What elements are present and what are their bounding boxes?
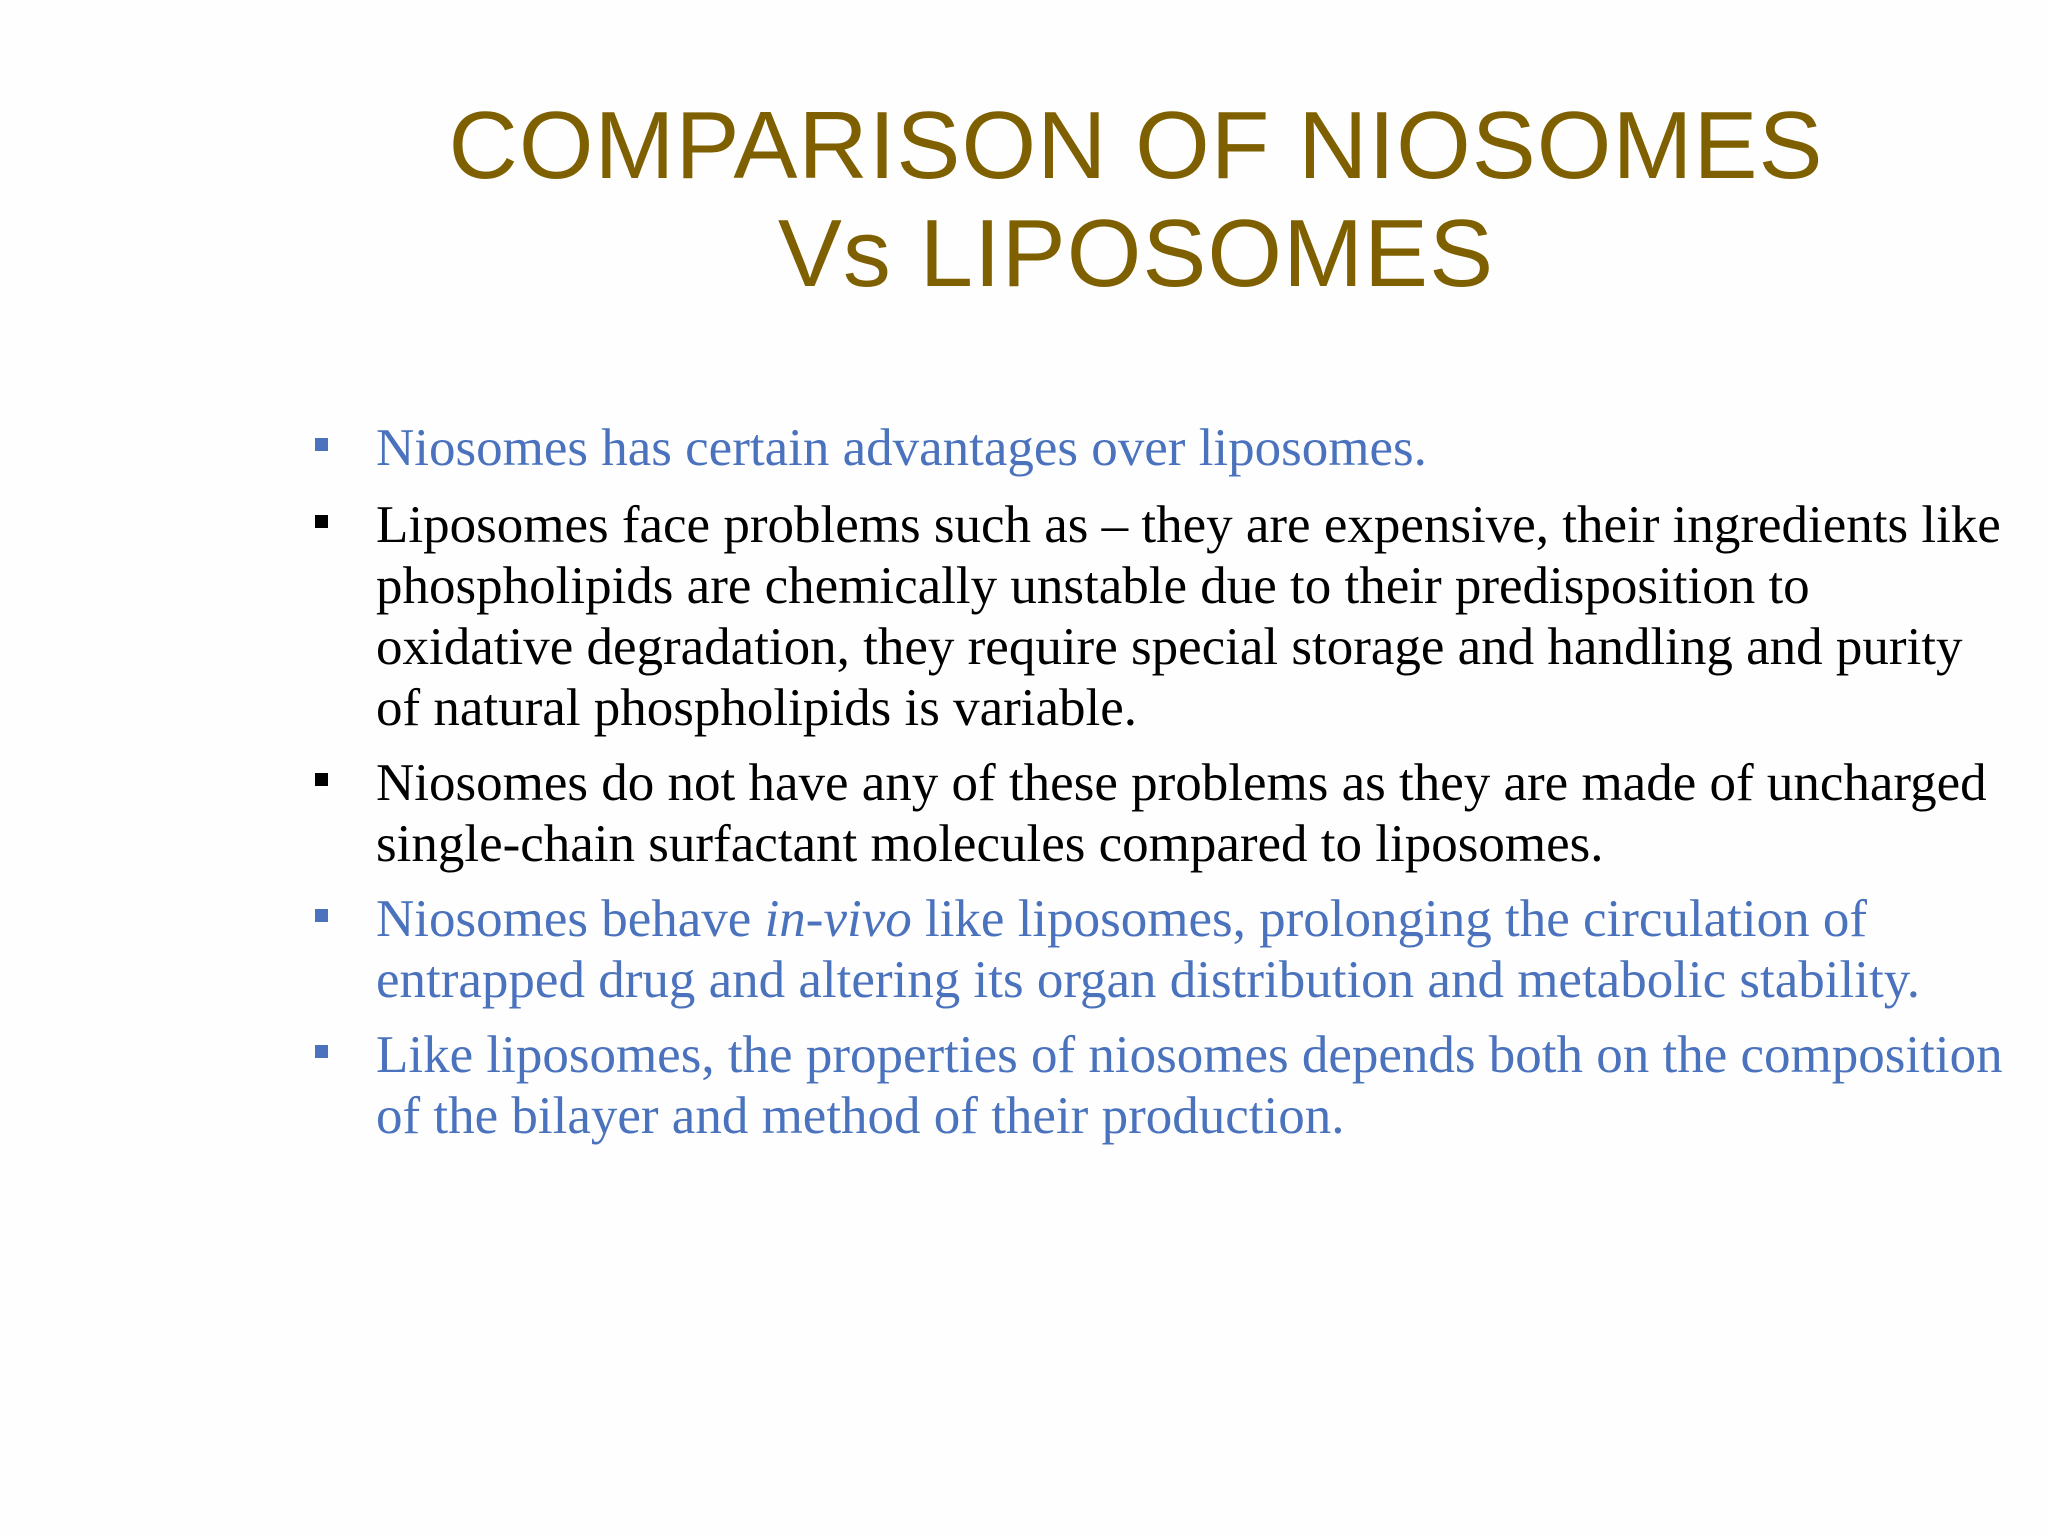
bullet-text: Niosomes has certain advantages over liposomes. [376, 419, 1427, 477]
italic-term: in-vivo [764, 890, 912, 948]
bullet-item [312, 418, 2012, 479]
bullet-item [312, 495, 2012, 739]
slide-title: COMPARISON OF NIOSOMES Vs LIPOSOMES [448, 92, 1824, 307]
bullet-text: Like liposomes, the properties of niosomes depends both on the composition of the bilayer and method of their production. [376, 1026, 2003, 1145]
square-bullet-icon [315, 909, 328, 922]
bullet-text-end: like liposomes, prolonging the circulation of entrapped drug and altering its organ distribution and metabolic stability. [376, 890, 1921, 1009]
square-bullet-icon [315, 773, 328, 786]
bullet-text-start: Niosomes behave [376, 890, 765, 948]
bullet-text: Liposomes face problems such as – they are expensive, their ingredients like phospholipids are chemically unstable due to their predisposition to oxidative degradation, they require special storage and handling and purity of natural phospholipids is variable. [376, 496, 2001, 737]
bullet-list [312, 418, 2012, 1161]
square-bullet-icon [315, 438, 328, 451]
bullet-item [312, 1025, 2012, 1147]
bullet-item [312, 889, 2012, 1011]
square-bullet-icon [315, 515, 328, 528]
bullet-item [312, 753, 2012, 875]
bullet-text: Niosomes do not have any of these problems as they are made of uncharged single-chain surfactant molecules compared to liposomes. [376, 754, 1987, 873]
square-bullet-icon [315, 1045, 328, 1058]
